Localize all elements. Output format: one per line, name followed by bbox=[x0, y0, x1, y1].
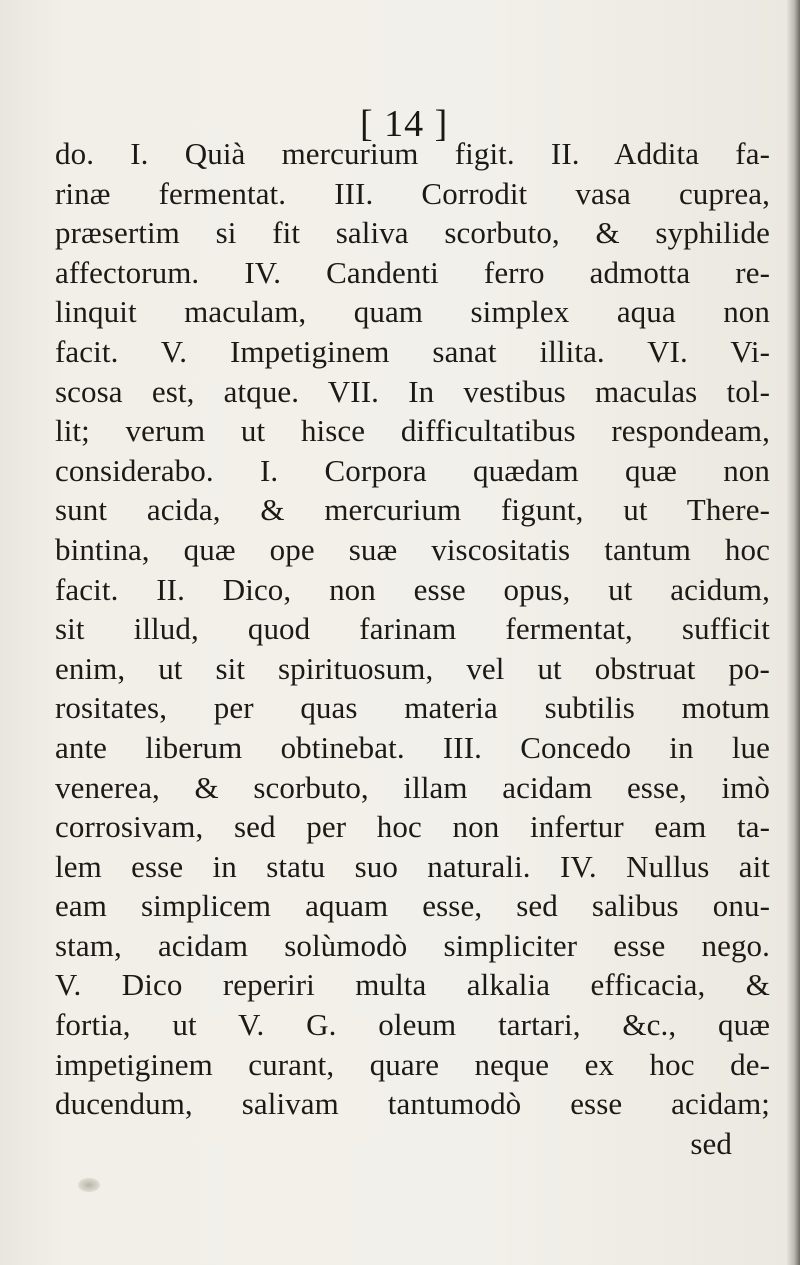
page-edge-shadow bbox=[786, 0, 800, 1265]
text-line: affectorum. IV. Candenti ferro admotta re- bbox=[55, 254, 770, 290]
text-line: stam, acidam solùmodò simpliciter esse nego. bbox=[55, 927, 770, 963]
text-line: ducendum, salivam tantumodò esse acidam; bbox=[55, 1086, 770, 1122]
page-number: [ 14 ] bbox=[360, 103, 449, 145]
catchword: sed bbox=[690, 1125, 732, 1161]
text-line: do. I. Quià mercurium figit. II. Addita fa- bbox=[55, 136, 770, 171]
text-line: eam simplicem aquam esse, sed salibus onu- bbox=[55, 888, 770, 924]
text-line: ante liberum obtinebat. III. Concedo in lue bbox=[55, 729, 770, 765]
text-line: fortia, ut V. G. oleum tartari, &c., quæ bbox=[55, 1007, 770, 1043]
ink-smudge bbox=[78, 1178, 100, 1192]
text-line: sit illud, quod farinam fermentat, sufficit bbox=[55, 611, 770, 647]
text-line: rositates, per quas materia subtilis motum bbox=[55, 690, 770, 726]
text-line: sunt acida, & mercurium figunt, ut There- bbox=[55, 492, 770, 528]
text-line: lem esse in statu suo naturali. IV. Nullus ait bbox=[55, 848, 770, 884]
text-line: facit. V. Impetiginem sanat illita. VI. Vi- bbox=[55, 333, 770, 369]
text-line: enim, ut sit spirituosum, vel ut obstruat po- bbox=[55, 650, 770, 686]
text-line: facit. II. Dico, non esse opus, ut acidum, bbox=[55, 571, 770, 607]
text-line: præsertim si fit saliva scorbuto, & syphilide bbox=[55, 215, 770, 251]
text-line: venerea, & scorbuto, illam acidam esse, imò bbox=[55, 769, 770, 805]
text-line: linquit maculam, quam simplex aqua non bbox=[55, 294, 770, 330]
text-line: rinæ fermentat. III. Corrodit vasa cuprea, bbox=[55, 175, 770, 211]
text-line: impetiginem curant, quare neque ex hoc de- bbox=[55, 1046, 770, 1082]
text-line: lit; verum ut hisce difficultatibus respondeam, bbox=[55, 413, 770, 449]
text-line: bintina, quæ ope suæ viscositatis tantum hoc bbox=[55, 531, 770, 567]
text-line: corrosivam, sed per hoc non infertur eam ta- bbox=[55, 809, 770, 845]
text-line: considerabo. I. Corpora quædam quæ non bbox=[55, 452, 770, 488]
text-line: V. Dico reperiri multa alkalia efficacia, & bbox=[55, 967, 770, 1003]
body-text bbox=[55, 134, 770, 1163]
text-line: scosa est, atque. VII. In vestibus maculas tol- bbox=[55, 373, 770, 409]
